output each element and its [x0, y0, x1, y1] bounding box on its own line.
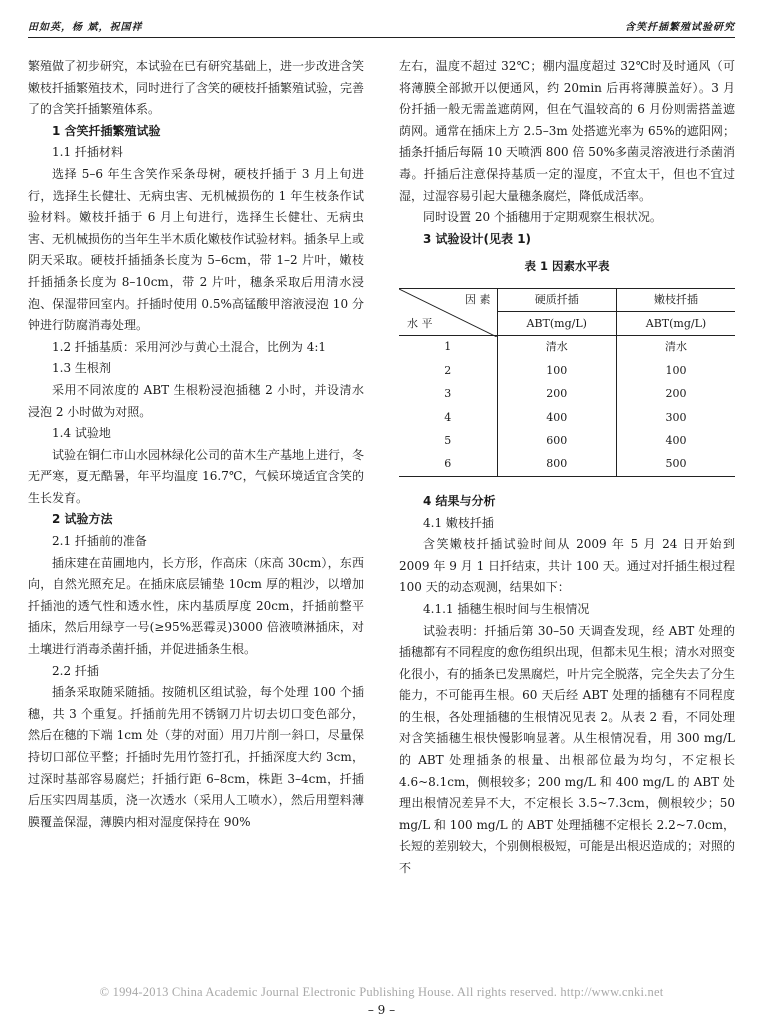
- paragraph: 采用不同浓度的 ABT 生根粉浸泡插穗 2 小时，并设清水浸泡 2 小时做为对照。: [28, 382, 364, 419]
- row-soft-value: 100: [616, 359, 735, 383]
- paragraph: 插条采取随采随插。按随机区组试验，每个处理 100 个插穗，共 3 个重复。扦插前先用不锈钢刀片切去切口变色部分，然后在穗的下端 1cm 处（芽的对面）用刀片削一斜口，尽量保持切口部位平整；扦插时先用竹签打孔，扦插深度大约 3cm，过深时基部容易腐烂；扦插行距 6–8cm，株距 3–4cm，扦插后压实四周基质，浇一次透水（采用人工喷水），然后用塑料薄膜覆盖保湿，薄膜内相对湿度保持在 90%: [28, 685, 364, 829]
- paragraph: 试验在铜仁市山水园林绿化公司的苗木生产基地上进行，冬无严寒，夏无酷暑，年平均温度 16.7℃，气候环境适宜含笑的生长发育。: [28, 447, 365, 505]
- col-header-soft: 嫩枝扦插: [616, 288, 735, 312]
- col-unit-hard: ABT(mg/L): [497, 312, 616, 336]
- row-soft-value: 200: [616, 382, 735, 406]
- row-level: 5: [444, 434, 452, 448]
- table-row: [399, 335, 735, 359]
- subsection-heading: 2.2 扦插: [52, 663, 99, 678]
- paragraph: 试验表明：扦插后第 30–50 天调查发现，经 ABT 处理的插穗都有不同程度的愈伤组织出现，但都未见生根；清水对照变化很小，有的插条已发黑腐烂，叶片完全脱落，完全失去了分生能力，不可能再生根。60 天后经 ABT 处理的插穗有不同程度的生根，各处理插穗的生根情况见表 2。从表 2 看，不同处理对含笑插穗生根快慢影响显著。从生根情况看，用 300 mg/L 的 ABT 处理插条的根量、出根部位最为均匀，不定根长 4.6~8.1cm，侧根较多；200 mg/L 和 400 mg/L 的 ABT 处理出根情况差异不大，不定根长 3.5~7.3cm，侧根较少；50 mg/L 和 100 mg/L 的 ABT 处理插穗不定根长 2.2~7.0cm，长短的差别较大，个别侧根极短，可能是出根迟造成的；对照的不: [399, 623, 736, 876]
- row-hard-value: 600: [497, 429, 616, 453]
- section-heading: 4 结果与分析: [423, 493, 496, 508]
- header-journal-title: 含笑扦插繁殖试验研究: [625, 22, 735, 33]
- header-authors: 田如英，杨 斌，祝国祥: [28, 22, 143, 33]
- copyright-notice: © 1994-2013 China Academic Journal Electronic Publishing House. All rights reserved. http://www.cnki.net: [99, 985, 664, 999]
- table-row: [399, 382, 735, 406]
- table-row: [399, 406, 735, 430]
- table-corner-cell: [399, 288, 497, 335]
- paragraph: 左右，温度不超过 32℃；棚内温度超过 32℃时及时通风（可将薄膜全部掀开以便通风，约 20min 后再将薄膜盖好）。3 月份扦插一般无需盖遮荫网，但在气温较高的 6 月份则需搭盖遮荫网。通常在插床上方 2.5–3m 处搭遮光率为 65%的遮阳网；插条扦插后每隔 10 天喷洒 800 倍 50%多菌灵溶液进行杀菌消毒。扦插后注意保持基质一定的湿度，不宜太干，但也不宜过湿，过湿容易引起大量穗条腐烂，降低成活率。: [399, 59, 735, 203]
- right-column: [399, 56, 735, 880]
- row-hard-value: 400: [497, 406, 616, 430]
- row-hard-value: 清水: [497, 335, 616, 359]
- paragraph: 含笑嫩枝扦插试验时间从 2009 年 5 月 24 日开始到 2009 年 9 月 1 日扦结束，共计 100 天。通过对扦插生根过程 100 天的动态观测，结果如下：: [399, 537, 735, 595]
- subsection-heading: 4.1.1 插穗生根时间与生根情况: [423, 601, 590, 616]
- table-row: [399, 453, 735, 477]
- subsection-heading: 2.1 扦插前的准备: [52, 534, 147, 549]
- row-soft-value: 400: [616, 429, 735, 453]
- paragraph: 选择 5–6 年生含笑作采条母树，硬枝扦插于 3 月上旬进行，选择生长健壮、无病虫害、无机械损伤的 1 年生枝条作试验材料。嫩枝扦插于 6 月上旬进行，选择生长健壮、无病虫害、无机械损伤的当年生半木质化嫩枝作试验材料。插条早上或阴天采取。硬枝扦插插条长度为 5–6cm，带 1–2 片叶，嫩枝扦插插条长度为 8–10cm，带 2 片叶，穗条采取后用清水浸泡、保湿带回室内。扦插时使用 0.5%高锰酸甲溶液浸泡 10 分钟进行防腐消毒处理。: [28, 166, 365, 333]
- row-level: 2: [444, 363, 452, 377]
- subsection-heading: 1.1 扦插材料: [52, 145, 123, 160]
- table-row: [399, 429, 735, 453]
- section-heading: 1 含笑扦插繁殖试验: [52, 123, 161, 138]
- factor-level-table: [399, 288, 735, 477]
- row-hard-value: 800: [497, 453, 616, 477]
- table-row: [399, 359, 735, 383]
- subsection-heading: 1.4 试验地: [52, 426, 111, 441]
- col-header-hard: 硬质扦插: [497, 288, 616, 312]
- row-soft-value: 300: [616, 406, 735, 430]
- col-unit-soft: ABT(mg/L): [616, 312, 735, 336]
- page-number: – 9 –: [367, 1003, 396, 1017]
- table-header-row: [399, 288, 735, 312]
- row-level: 1: [399, 335, 497, 359]
- row-soft-value: 清水: [616, 335, 735, 359]
- paragraph: 同时设置 20 个插穗用于定期观察生根状况。: [423, 210, 662, 225]
- paragraph: 插床建在苗圃地内，长方形，作高床（床高 30cm），东西向，自然光照充足。在插床底层铺垫 10cm 厚的粗沙，以增加扦插池的透气性和透水性，床内基质厚度 20cm，扦插前整平插床，然后用绿亨一号(≥95%恶霉灵)3000 倍液喷淋插床，对土壤进行消毒杀菌扦插，并促进插条生根。: [28, 555, 364, 657]
- row-hard-value: 200: [497, 382, 616, 406]
- row-level: 6: [399, 453, 497, 477]
- corner-factor-label: 因 素: [465, 292, 491, 306]
- corner-level-label: 水 平: [407, 316, 433, 330]
- paragraph: 1.2 扦插基质：采用河沙与黄心土混合，比例为 4:1: [52, 339, 327, 354]
- section-heading: 2 试验方法: [52, 512, 113, 527]
- row-level: 3: [444, 387, 452, 401]
- row-hard-value: 100: [497, 359, 616, 383]
- left-column: [28, 56, 364, 833]
- paragraph: 繁殖做了初步研究，本试验在已有研究基础上，进一步改进含笑嫩枝扦插繁殖技术，同时进行了含笑的硬枝扦插繁殖试验，完善了的含笑扦插繁殖体系。: [28, 59, 365, 117]
- table-title: 表 1 因素水平表: [524, 259, 610, 274]
- subsection-heading: 1.3 生根剂: [52, 361, 111, 376]
- section-heading: 3 试验设计(见表 1): [423, 231, 532, 246]
- row-soft-value: 500: [616, 453, 735, 477]
- subsection-heading: 4.1 嫩枝扦插: [423, 515, 494, 530]
- running-header: [28, 16, 735, 38]
- row-level: 4: [444, 410, 452, 424]
